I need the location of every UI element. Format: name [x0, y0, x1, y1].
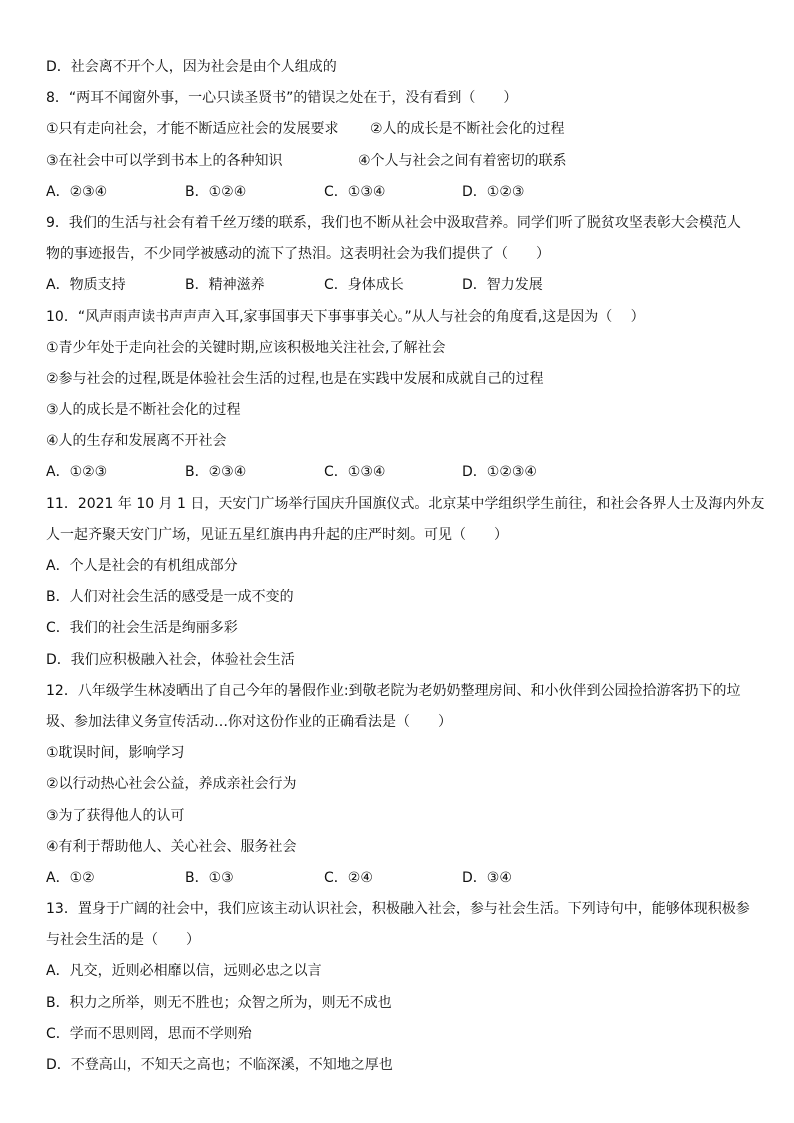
- q8-statements-row-1: [46, 114, 762, 145]
- q9-option-a: A．物质支持: [46, 277, 126, 294]
- q12-options: [46, 863, 762, 894]
- q12-option-b: B．①③: [185, 869, 234, 886]
- q8-option-d: D．①②③: [462, 183, 525, 200]
- q12-option-a: A．①②: [46, 869, 95, 886]
- q11-option-c: C．我们的社会生活是绚丽多彩: [46, 620, 238, 637]
- q10-option-b: B．②③④: [185, 464, 247, 481]
- q8-statement-2: ②人的成长是不断社会化的过程: [370, 121, 565, 138]
- q8-option-a: A．②③④: [46, 183, 108, 200]
- q8-options: [46, 177, 762, 208]
- q9-options: [46, 270, 762, 301]
- q12-statement-2: ②以行动热心社会公益，养成亲社会行为: [46, 776, 297, 793]
- q10-options: [46, 457, 762, 488]
- q12-option-c: C．②④: [324, 869, 373, 886]
- q10-option-d: D．①②③④: [462, 464, 537, 481]
- q10-option-c: C．①③④: [324, 464, 386, 481]
- q13-option-d: D．不登高山，不知天之高也；不临深溪，不知地之厚也: [46, 1057, 393, 1073]
- q13-stem-line-2: 与社会生活的是（ ）: [46, 932, 200, 949]
- q10-statement-1: ①青少年处于走向社会的关键时期,应该积极地关注社会,了解社会: [46, 339, 446, 356]
- q12-statement-4: ④有利于帮助他人、关心社会、服务社会: [46, 838, 297, 855]
- q9-option-c: C．身体成长: [324, 277, 404, 294]
- q13-option-a: A．凡交，近则必相靡以信，远则必忠之以言: [46, 963, 322, 980]
- q8-statement-3: ③在社会中可以学到书本上的各种知识: [46, 152, 283, 169]
- q8-statements-row-2: [46, 146, 762, 177]
- q8-statement-4: ④个人与社会之间有着密切的联系: [358, 152, 567, 169]
- q10-stem: 10．“风声雨声读书声声声入耳,家事国事天下事事事关心。”从人与社会的角度看,这是因为（ ）: [46, 308, 645, 325]
- q13-option-b: B．积力之所举，则无不胜也；众智之所为，则无不成也: [46, 994, 392, 1011]
- q10-statement-4: ④人的生存和发展离不开社会: [46, 433, 227, 450]
- q8-option-c: C．①③④: [324, 183, 386, 200]
- q12-stem-line-1: 12．八年级学生林凌晒出了自己今年的暑假作业:到敬老院为老奶奶整理房间、和小伙伴到公园捡拾游客扔下的垃: [46, 682, 741, 699]
- q11-stem-line-1: 11．2021 年 10 月 1 日，天安门广场举行国庆升国旗仪式。北京某中学组织学生前往，和社会各界人士及海内外友: [46, 495, 765, 512]
- q13-option-c: C．学而不思则罔，思而不学则殆: [46, 1025, 252, 1042]
- q10-statement-3: ③人的成长是不断社会化的过程: [46, 402, 241, 419]
- q10-statement-2: ②参与社会的过程,既是体验社会生活的过程,也是在实践中发展和成就自己的过程: [46, 370, 544, 387]
- q13-stem-line-1: 13．置身于广阔的社会中，我们应该主动认识社会，积极融入社会，参与社会生活。下列诗句中，能够体现积极参: [46, 901, 750, 918]
- exam-page: [46, 52, 765, 1081]
- q8-statement-1: ①只有走向社会，才能不断适应社会的发展要求: [46, 121, 339, 138]
- q12-stem-line-2: 圾、参加法律义务宣传活动…你对这份作业的正确看法是（ ）: [46, 713, 452, 730]
- q12-statement-1: ①耽误时间，影响学习: [46, 745, 185, 762]
- q9-stem-line-1: 9．我们的生活与社会有着千丝万缕的联系，我们也不断从社会中汲取营养。同学们听了脱贫攻坚表彰大会模范人: [46, 214, 741, 231]
- q11-option-d: D．我们应积极融入社会，体验社会生活: [46, 651, 295, 668]
- q7-option-d: D．社会离不开个人，因为社会是由个人组成的: [46, 59, 337, 75]
- q11-option-a: A．个人是社会的有机组成部分: [46, 558, 238, 574]
- q8-stem: 8．“两耳不闻窗外事，一心只读圣贤书”的错误之处在于，没有看到（ ）: [46, 90, 518, 107]
- q9-option-d: D．智力发展: [462, 277, 543, 294]
- q9-stem-line-2: 物的事迹报告，不少同学被感动的流下了热泪。这表明社会为我们提供了（ ）: [46, 246, 550, 263]
- q11-stem-line-2: 人一起齐聚天安门广场，见证五星红旗冉冉升起的庄严时刻。可见（ ）: [46, 526, 508, 543]
- q10-option-a: A．①②③: [46, 464, 108, 481]
- q11-option-b: B．人们对社会生活的感受是一成不变的: [46, 589, 294, 606]
- q12-statement-3: ③为了获得他人的认可: [46, 807, 185, 824]
- q9-option-b: B．精神滋养: [185, 277, 265, 294]
- q12-option-d: D．③④: [462, 869, 512, 886]
- q8-option-b: B．①②④: [185, 183, 247, 200]
